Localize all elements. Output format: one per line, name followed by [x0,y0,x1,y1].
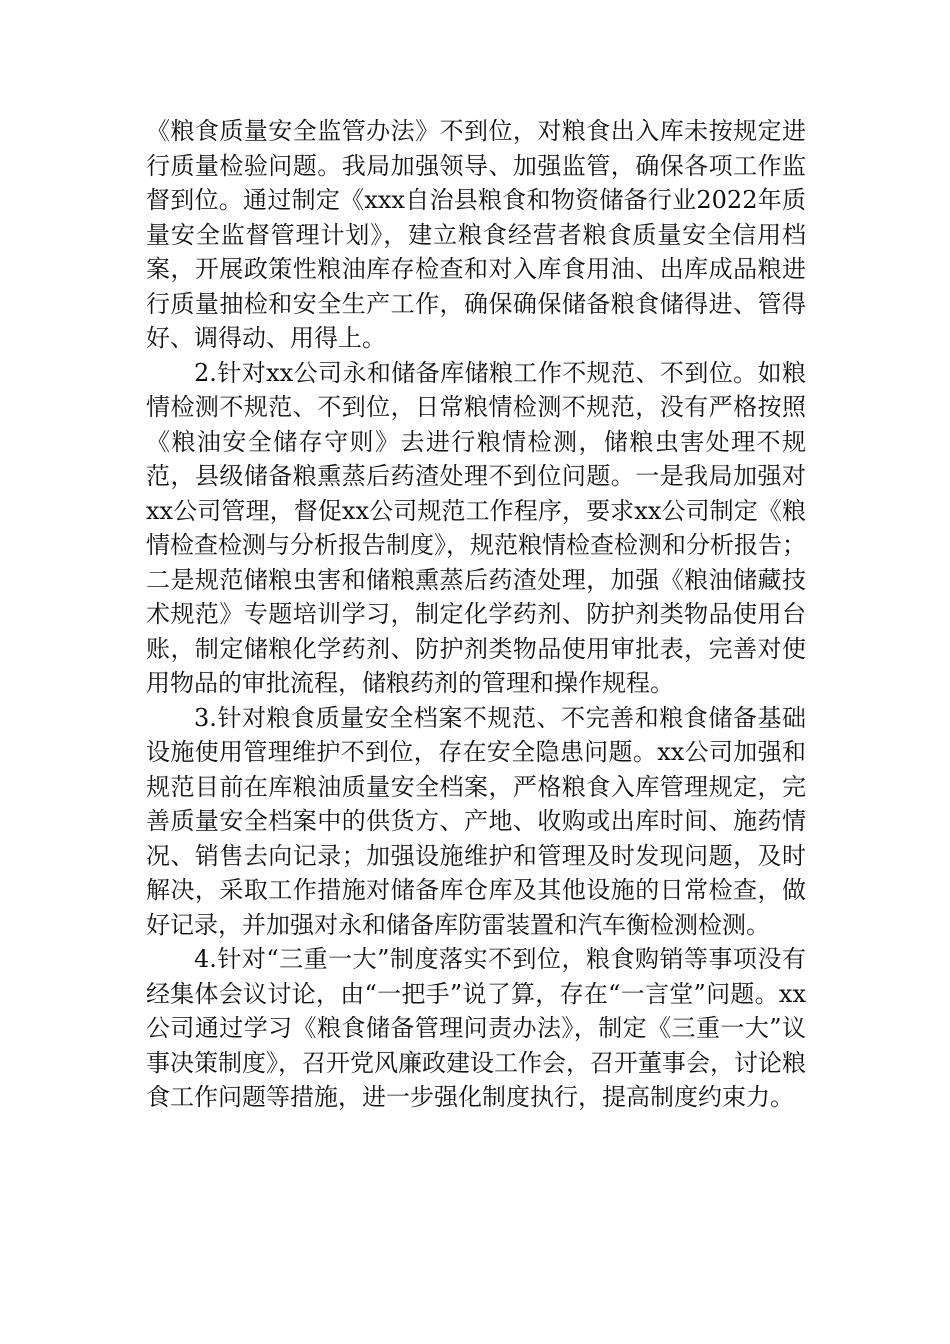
paragraph-2: 2.针对xx公司永和储备库储粮工作不规范、不到位。如粮情检测不规范、不到位，日常粮情检测不规范，没有严格按照《粮油安全储存守则》去进行粮情检测，储粮虫害处理不规范，县级储备粮熏蒸后药渣处理不到位问题。一是我局加强对xx公司管理，督促xx公司规范工作程序，要求xx公司制定《粮情检查检测与分析报告制度》，规范粮情检查检测和分析报告；二是规范储粮虫害和储粮熏蒸后药渣处理，加强《粮油储藏技术规范》专题培训学习，制定化学药剂、防护剂类物品使用台账，制定储粮化学药剂、防护剂类物品使用审批表，完善对使用物品的审批流程，储粮药剂的管理和操作规程。 [146,358,806,697]
paragraph-3: 3.针对粮食质量安全档案不规范、不完善和粮食储备基础设施使用管理维护不到位，存在安全隐患问题。xx公司加强和规范目前在库粮油质量安全档案，严格粮食入库管理规定，完善质量安全档案中的供货方、产地、收购或出库时间、施药情况、销售去向记录；加强设施维护和管理及时发现问题，及时解决，采取工作措施对储备库仓库及其他设施的日常检查，做好记录，并加强对永和储备库防雷装置和汽车衡检测检测。 [146,703,806,939]
document-body [146,114,806,1115]
paragraph-4: 4.针对“三重一大”制度落实不到位，粮食购销等事项没有经集体会议讨论，由“一把手”说了算，存在“一言堂”问题。xx公司通过学习《粮食储备管理问责办法》，制定《三重一大”议事决策制度》，召开党风廉政建设工作会，召开董事会，讨论粮食工作问题等措施，进一步强化制度执行，提高制度约束力。 [146,945,806,1111]
paragraph-1: 《粮食质量安全监管办法》不到位，对粮食出入库未按规定进行质量检验问题。我局加强领导、加强监管，确保各项工作监督到位。通过制定《xxx自治县粮食和物资储备行业2022年质量安全监督管理计划》，建立粮食经营者粮食质量安全信用档案，开展政策性粮油库存检查和对入库食用油、出库成品粮进行质量抽检和安全生产工作，确保确保储备粮食储得进、管得好、调得动、用得上。 [146,117,806,352]
